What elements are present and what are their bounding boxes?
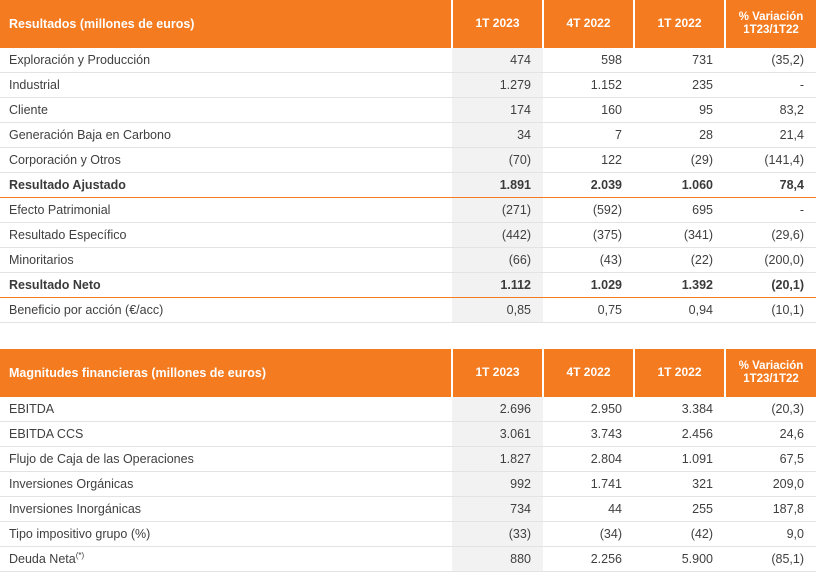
row-value: 78,4	[725, 173, 816, 198]
row-label: Efecto Patrimonial	[0, 198, 452, 223]
row-label: Exploración y Producción	[0, 48, 452, 73]
row-value: -	[725, 73, 816, 98]
row-value: 0,94	[634, 298, 725, 323]
row-value: (33)	[452, 522, 543, 547]
row-value: 174	[452, 98, 543, 123]
table-row	[0, 98, 816, 123]
row-value: 0,75	[543, 298, 634, 323]
results-table-header-row	[0, 0, 816, 48]
row-label: Resultado Neto	[0, 273, 452, 298]
table-row	[0, 73, 816, 98]
row-value: 992	[452, 472, 543, 497]
row-value: 5.900	[634, 547, 725, 572]
row-value: 95	[634, 98, 725, 123]
table-row	[0, 298, 816, 323]
row-value: (341)	[634, 223, 725, 248]
row-label: Beneficio por acción (€/acc)	[0, 298, 452, 323]
row-value: 122	[543, 148, 634, 173]
row-value: (66)	[452, 248, 543, 273]
row-label-text: Deuda Neta	[9, 552, 76, 567]
row-value: (271)	[452, 198, 543, 223]
row-value: 1.827	[452, 447, 543, 472]
row-value: (375)	[543, 223, 634, 248]
row-value: (20,3)	[725, 397, 816, 422]
row-value: 1.112	[452, 273, 543, 298]
table-row-total	[0, 173, 816, 198]
metrics-col-header-2: 4T 2022	[543, 349, 634, 397]
row-value: 734	[452, 497, 543, 522]
row-value: 2.256	[543, 547, 634, 572]
row-value: (200,0)	[725, 248, 816, 273]
table-row	[0, 148, 816, 173]
row-value: 695	[634, 198, 725, 223]
table-row	[0, 497, 816, 522]
row-value: -	[725, 198, 816, 223]
results-col-header-variation	[725, 0, 816, 48]
row-value: (141,4)	[725, 148, 816, 173]
row-value: 187,8	[725, 497, 816, 522]
row-value: 598	[543, 48, 634, 73]
row-value: 3.061	[452, 422, 543, 447]
row-value: 2.456	[634, 422, 725, 447]
row-value: (592)	[543, 198, 634, 223]
row-value: (10,1)	[725, 298, 816, 323]
row-value: 28	[634, 123, 725, 148]
row-value: (42)	[634, 522, 725, 547]
row-label: Minoritarios	[0, 248, 452, 273]
row-value: 160	[543, 98, 634, 123]
row-value: (70)	[452, 148, 543, 173]
row-value: (43)	[543, 248, 634, 273]
row-label: Corporación y Otros	[0, 148, 452, 173]
table-row	[0, 48, 816, 73]
row-value: (29,6)	[725, 223, 816, 248]
footnote-marker: (*)	[75, 551, 85, 561]
row-value: 2.950	[543, 397, 634, 422]
row-value: (22)	[634, 248, 725, 273]
row-value: 1.152	[543, 73, 634, 98]
row-value: 1.279	[452, 73, 543, 98]
table-row	[0, 422, 816, 447]
variation-line-1: % Variación	[738, 10, 804, 23]
row-label: Cliente	[0, 98, 452, 123]
row-value: 2.804	[543, 447, 634, 472]
table-row-total	[0, 273, 816, 298]
results-col-header-2: 4T 2022	[543, 0, 634, 48]
variation-line-2: 1T23/1T22	[743, 373, 799, 385]
table-row	[0, 447, 816, 472]
row-label: EBITDA	[0, 397, 452, 422]
table-row	[0, 472, 816, 497]
row-label: Tipo impositivo grupo (%)	[0, 522, 452, 547]
row-value: (34)	[543, 522, 634, 547]
row-label: EBITDA CCS	[0, 422, 452, 447]
row-value: 3.743	[543, 422, 634, 447]
table-row	[0, 198, 816, 223]
row-value: 1.741	[543, 472, 634, 497]
row-value: (85,1)	[725, 547, 816, 572]
table-row	[0, 223, 816, 248]
row-label: Inversiones Inorgánicas	[0, 497, 452, 522]
metrics-table-title: Magnitudes financieras (millones de euros)	[0, 349, 452, 397]
metrics-col-header-1: 1T 2023	[452, 349, 543, 397]
row-value: 1.091	[634, 447, 725, 472]
results-table-title: Resultados (millones de euros)	[0, 0, 452, 48]
row-value: (442)	[452, 223, 543, 248]
row-value: (29)	[634, 148, 725, 173]
row-value: 880	[452, 547, 543, 572]
row-value: 1.029	[543, 273, 634, 298]
results-col-header-3: 1T 2022	[634, 0, 725, 48]
metrics-col-header-variation	[725, 349, 816, 397]
row-value: 1.891	[452, 173, 543, 198]
row-label: Resultado Específico	[0, 223, 452, 248]
row-value: 7	[543, 123, 634, 148]
row-value: 209,0	[725, 472, 816, 497]
table-row	[0, 547, 816, 572]
row-value: 44	[543, 497, 634, 522]
table-row	[0, 248, 816, 273]
row-value: (35,2)	[725, 48, 816, 73]
variation-line-1: % Variación	[738, 359, 804, 372]
row-value: 1.392	[634, 273, 725, 298]
row-value: 255	[634, 497, 725, 522]
row-value: 235	[634, 73, 725, 98]
results-col-header-1: 1T 2023	[452, 0, 543, 48]
financial-metrics-table	[0, 349, 816, 572]
row-value: 2.696	[452, 397, 543, 422]
variation-line-2: 1T23/1T22	[743, 24, 799, 36]
row-value: 0,85	[452, 298, 543, 323]
table-row	[0, 123, 816, 148]
metrics-table-header-row	[0, 349, 816, 397]
row-value: 321	[634, 472, 725, 497]
row-label: Industrial	[0, 73, 452, 98]
table-row	[0, 397, 816, 422]
row-label: Flujo de Caja de las Operaciones	[0, 447, 452, 472]
row-value: 2.039	[543, 173, 634, 198]
row-label: Resultado Ajustado	[0, 173, 452, 198]
row-value: 24,6	[725, 422, 816, 447]
row-value: 67,5	[725, 447, 816, 472]
row-value: 731	[634, 48, 725, 73]
row-value: 34	[452, 123, 543, 148]
row-value: 9,0	[725, 522, 816, 547]
row-value: 3.384	[634, 397, 725, 422]
row-value: 1.060	[634, 173, 725, 198]
row-value: 474	[452, 48, 543, 73]
row-value: (20,1)	[725, 273, 816, 298]
row-value: 83,2	[725, 98, 816, 123]
row-label: Inversiones Orgánicas	[0, 472, 452, 497]
metrics-col-header-3: 1T 2022	[634, 349, 725, 397]
row-label: Generación Baja en Carbono	[0, 123, 452, 148]
row-label	[0, 547, 452, 572]
row-value: 21,4	[725, 123, 816, 148]
table-separator	[0, 323, 816, 349]
table-row	[0, 522, 816, 547]
